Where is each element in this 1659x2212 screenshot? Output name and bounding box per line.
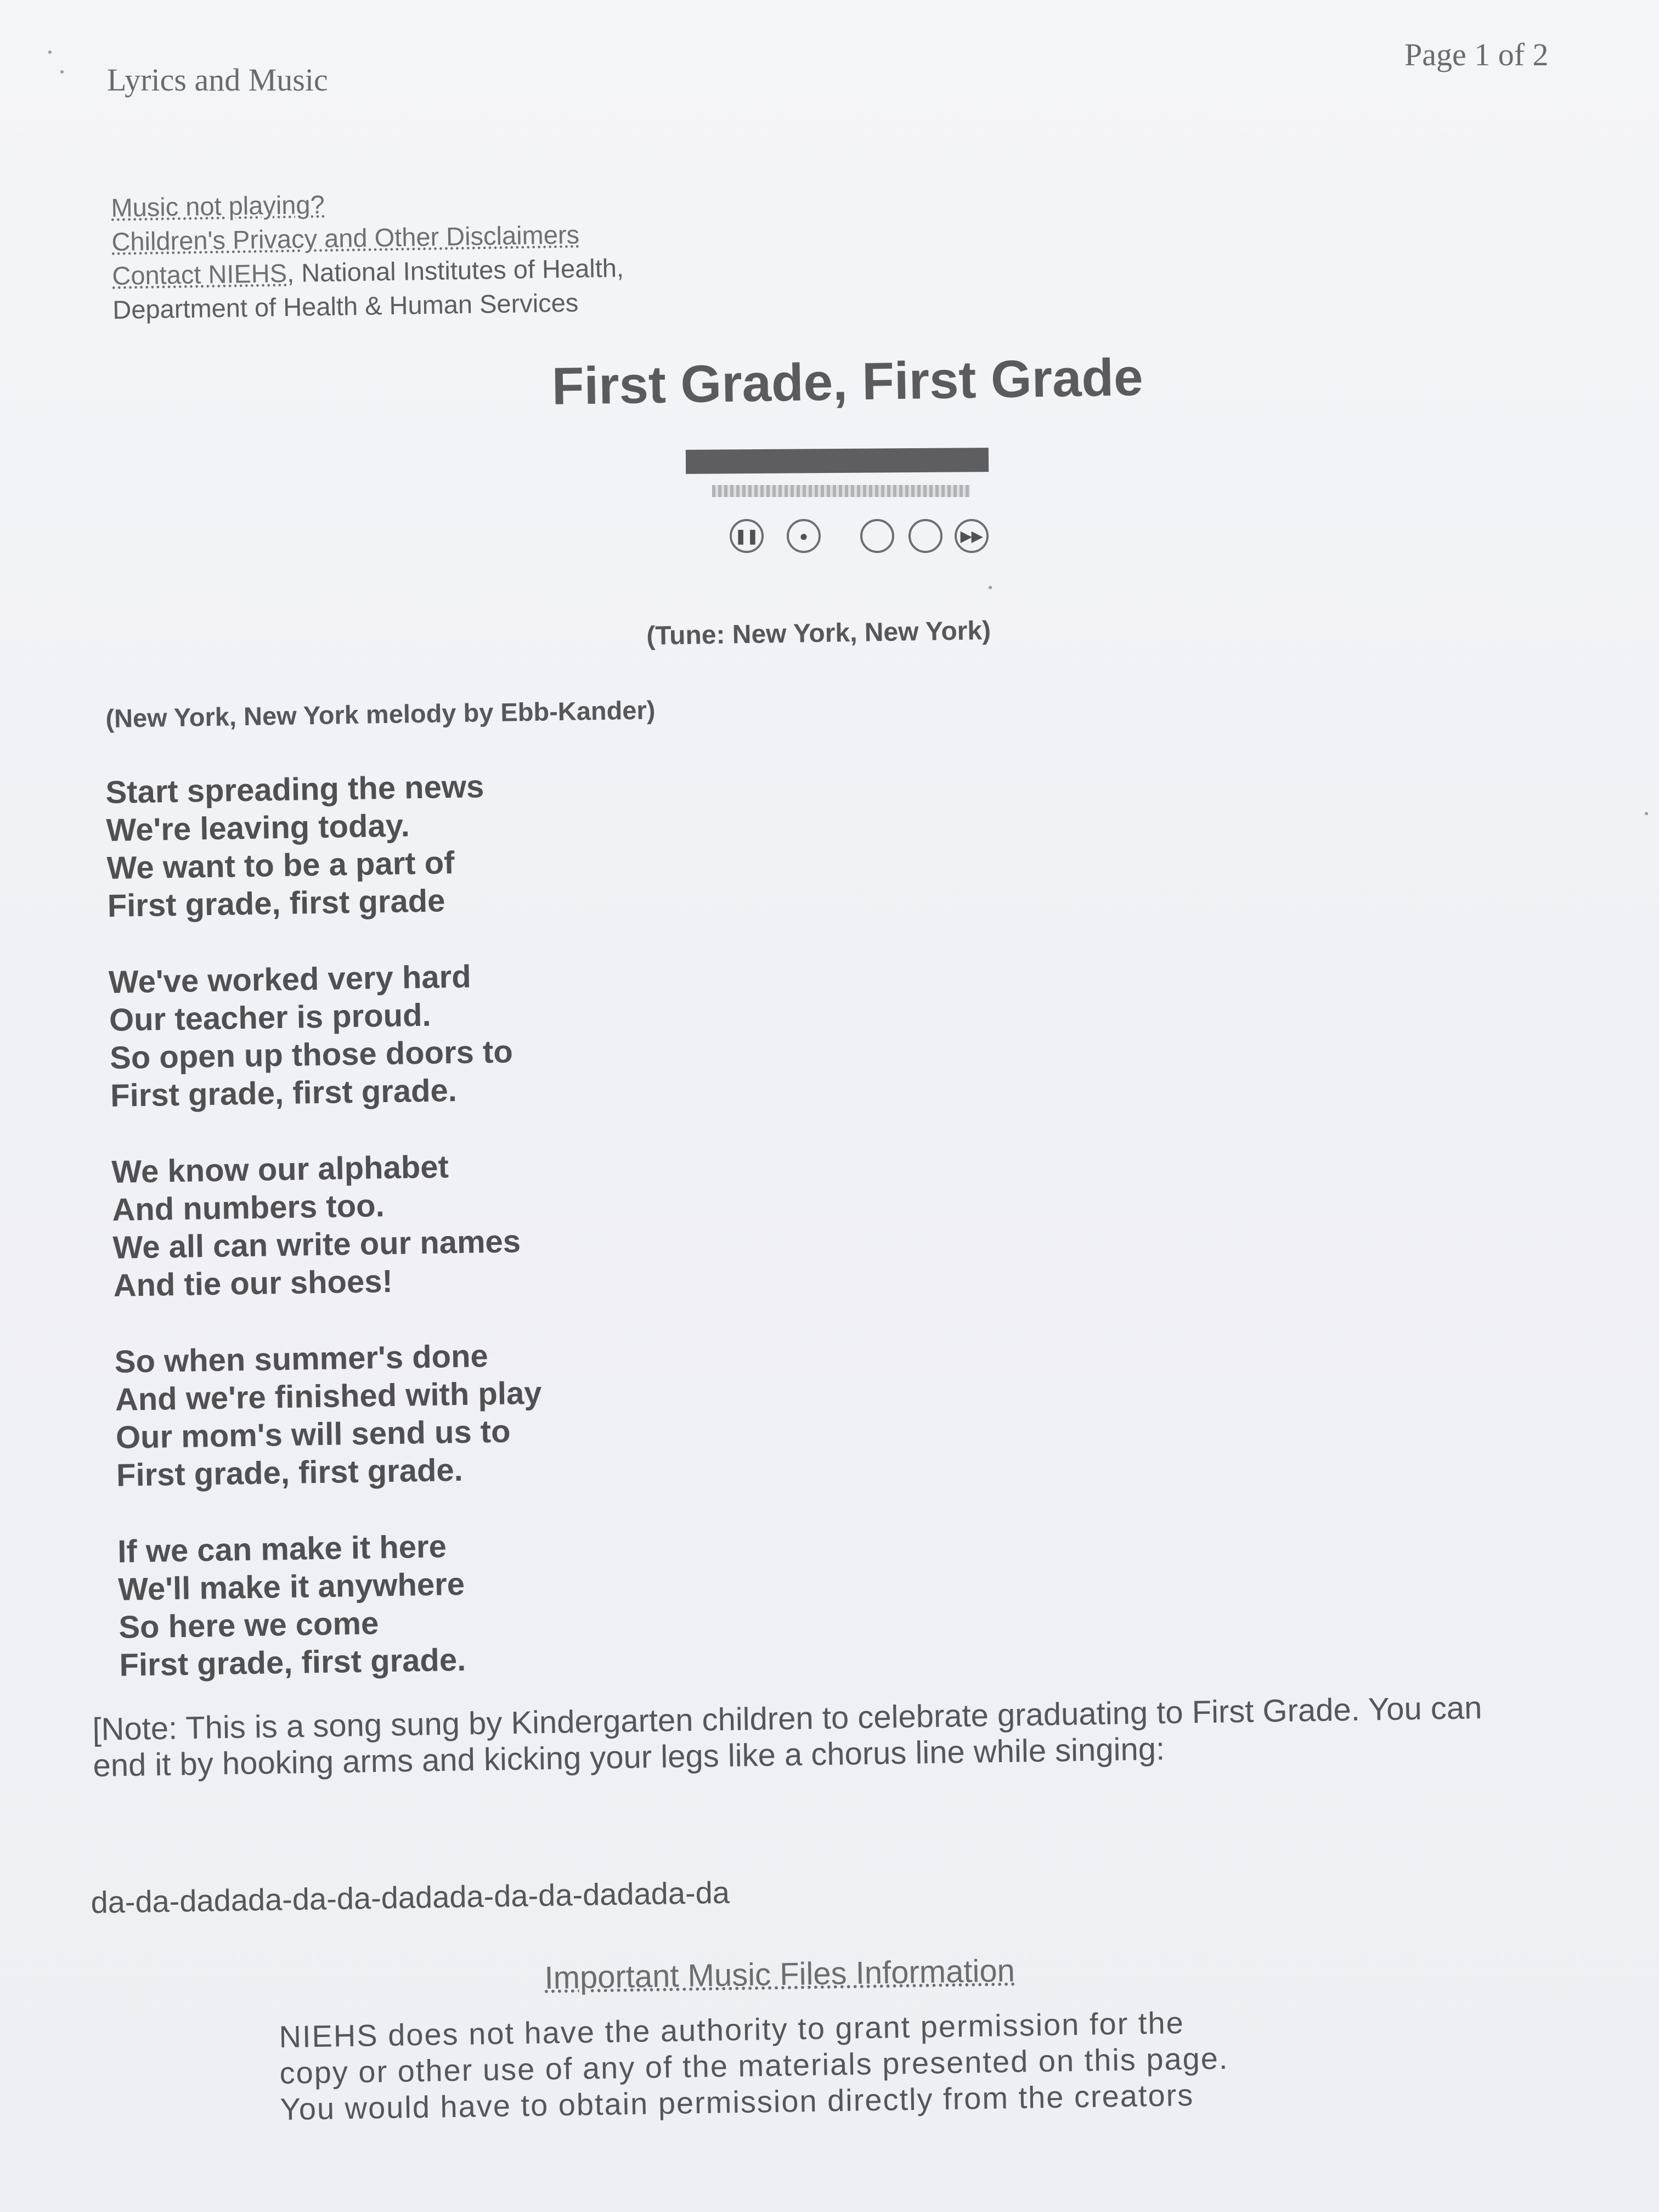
chorus-syllables: da-da-dadada-da-da-dadada-da-da-dadada-da: [91, 1875, 730, 1920]
circle-icon[interactable]: [909, 519, 943, 553]
lyric-line: We want to be a part of: [106, 845, 455, 886]
lyric-line: First grade, first grade: [107, 883, 445, 924]
permission-line: NIEHS does not have the authority to grant permission for the: [279, 2005, 1185, 2054]
paper-speck: [989, 586, 992, 589]
permission-line: You would have to obtain permission directly from the creators: [280, 2077, 1194, 2126]
lyric-line: First grade, first grade.: [116, 1452, 464, 1493]
lyric-line: First grade, first grade.: [110, 1073, 458, 1114]
lyric-line: Our teacher is proud.: [109, 997, 432, 1038]
circle-icon[interactable]: [860, 519, 894, 553]
paper-speck: [48, 50, 52, 54]
verse: [111, 1147, 540, 1305]
page-number: Page 1 of 2: [1404, 37, 1549, 72]
important-music-files-link[interactable]: Important Music Files Information: [544, 1953, 1015, 1996]
lyric-line: We all can write our names: [112, 1223, 521, 1266]
verse: [108, 957, 537, 1115]
tune-line: (Tune: New York, New York): [646, 616, 991, 651]
lyric-line: We're leaving today.: [106, 808, 410, 848]
lyric-line: Start spreading the news: [105, 769, 484, 810]
lyric-line: We'll make it anywhere: [117, 1566, 465, 1607]
lyric-line: So here we come: [118, 1605, 379, 1645]
player-seek-bar[interactable]: [712, 485, 970, 497]
lyric-line: So when summer's done: [114, 1338, 489, 1380]
verse: [117, 1526, 546, 1684]
music-not-playing-link[interactable]: Music not playing?: [111, 189, 325, 222]
lyric-line: And we're finished with play: [115, 1375, 542, 1418]
lyric-line: We know our alphabet: [111, 1149, 449, 1190]
lyric-line: First grade, first grade.: [119, 1641, 466, 1683]
melody-credit: (New York, New York melody by Ebb-Kander): [105, 695, 656, 733]
privacy-disclaimers-link[interactable]: Children's Privacy and Other Disclaimers: [111, 219, 580, 256]
audio-player: [686, 449, 991, 564]
verse: [105, 767, 534, 925]
lyric-line: If we can make it here: [117, 1528, 447, 1570]
contact-niehs-link[interactable]: Contact NIEHS: [112, 258, 287, 290]
note-paragraph: [Note: This is a song sung by Kindergarten children to celebrate graduating to First Grade. You can end it by hooking arms and kicking your legs like a chorus line while singing:: [92, 1690, 1482, 1784]
lyric-line: And tie our shoes!: [113, 1263, 393, 1304]
lyric-line: And numbers too.: [111, 1188, 385, 1228]
department-text: Department of Health & Human Services: [112, 287, 579, 324]
fast-forward-icon[interactable]: ▶▶: [955, 519, 989, 553]
top-links: [111, 183, 624, 327]
contact-institute-text: , National Institutes of Health,: [286, 253, 624, 287]
verse: [114, 1336, 543, 1494]
player-title-bar: [686, 448, 989, 474]
stop-icon[interactable]: ●: [787, 519, 821, 553]
paper-speck: [1645, 812, 1648, 815]
paper-speck: [60, 70, 64, 74]
song-title: First Grade, First Grade: [551, 348, 1144, 416]
lyrics: [105, 767, 547, 1723]
lyric-line: We've worked very hard: [108, 958, 472, 1000]
pause-icon[interactable]: ❚❚: [730, 519, 764, 553]
lyric-line: Our mom's will send us to: [115, 1413, 511, 1455]
permission-notice: [279, 2004, 1229, 2128]
permission-line: copy or other use of any of the materials presented on this page.: [279, 2040, 1229, 2090]
page-header-title: Lyrics and Music: [107, 62, 328, 98]
lyric-line: So open up those doors to: [109, 1034, 514, 1076]
